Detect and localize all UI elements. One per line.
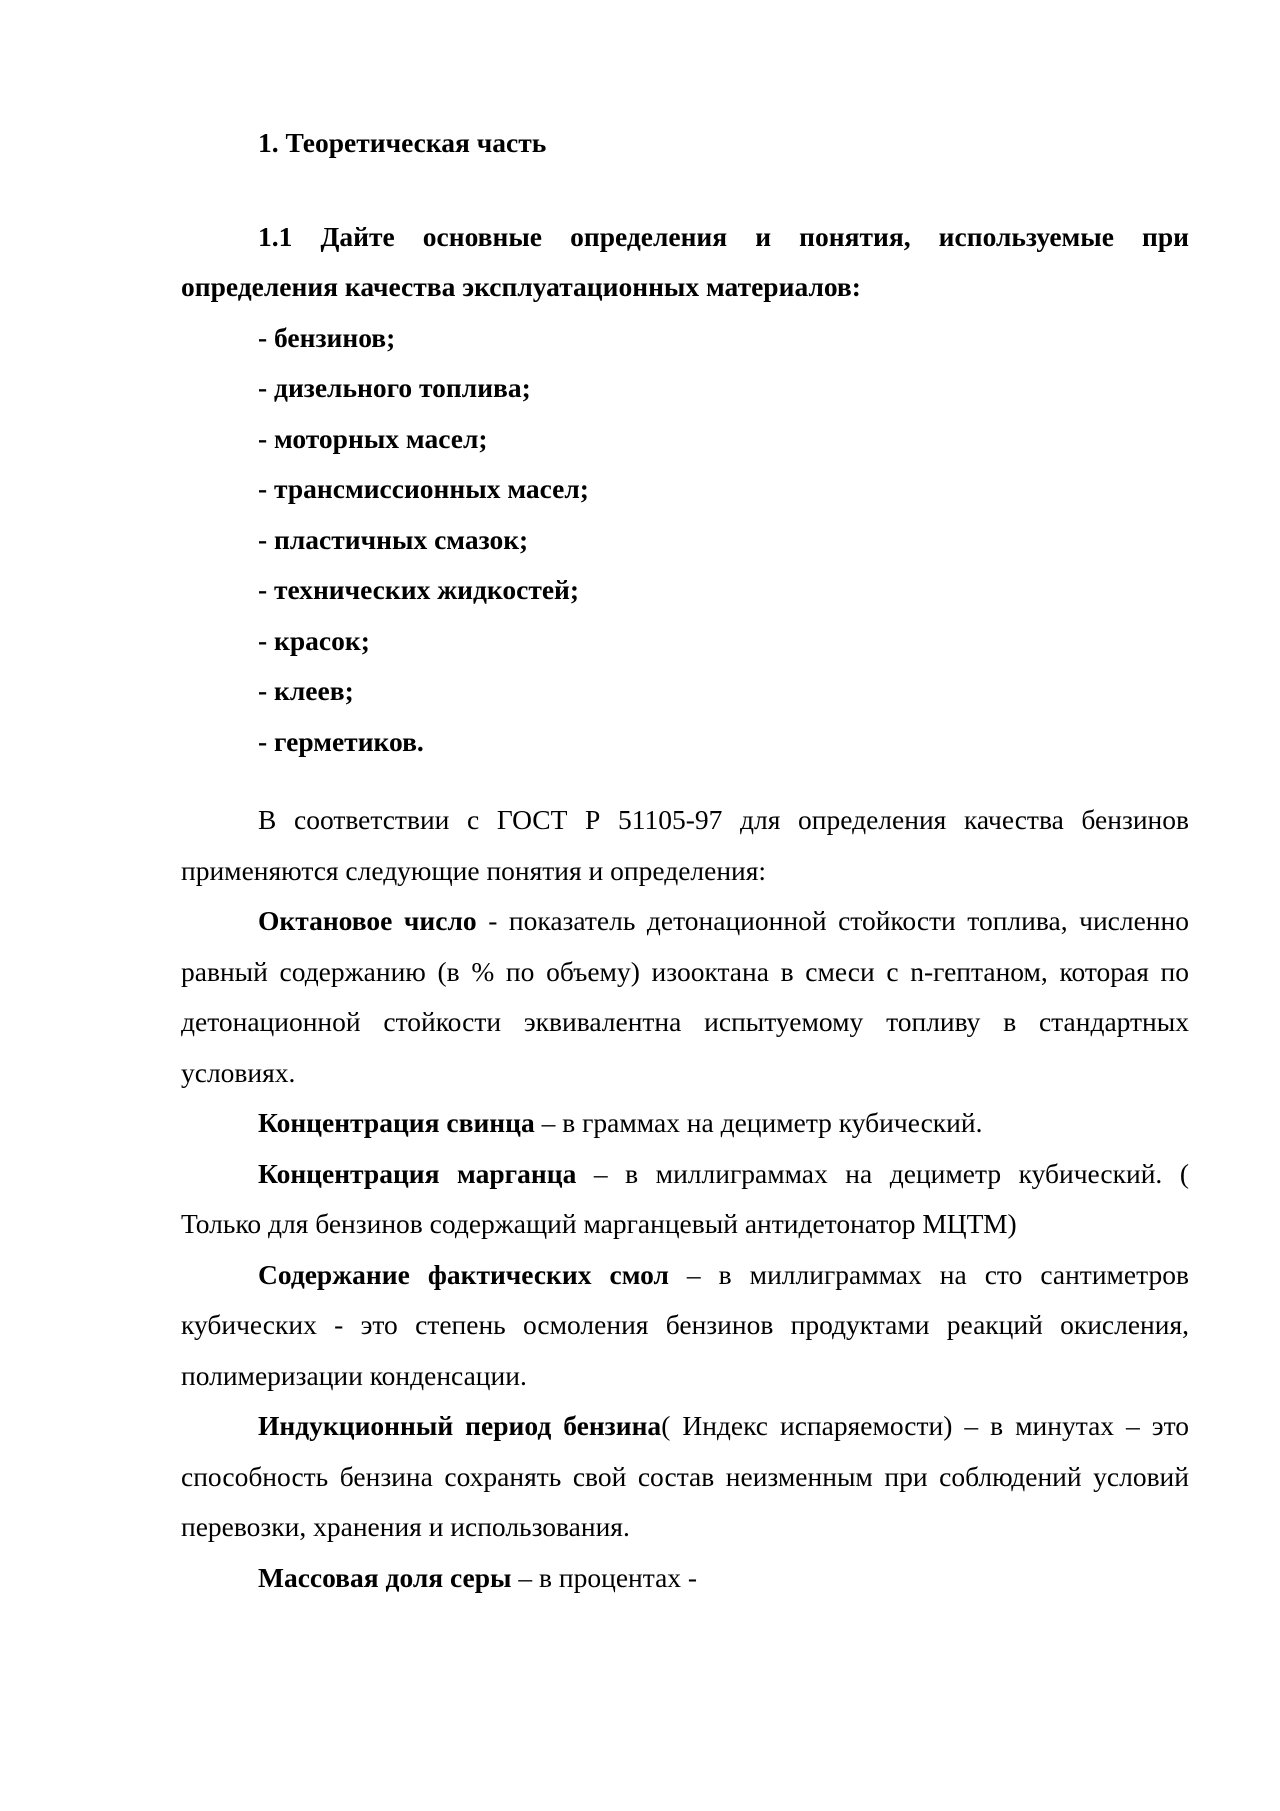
- definition-manganese-concentration: [181, 1149, 1189, 1250]
- list-item-gasoline: - бензинов;: [258, 321, 396, 353]
- definition-sulfur-fraction: [181, 1553, 1189, 1604]
- question-heading: 1.1 Дайте основные определения и понятия, используемые при определения качества эксплуатационных материалов:: [181, 220, 1189, 302]
- definition-term: Содержание фактических смол: [258, 1258, 669, 1290]
- definition-text: – в граммах на дециметр кубический.: [534, 1107, 983, 1138]
- definition-text: - показатель детонационной стойкости топлива, численно равный содержанию (в % по объему) изооктана в смеси с n-гептаном, которая по детонационной стойкости эквивалентна испытуемому топливу в стандартных условиях.: [181, 905, 1189, 1088]
- definition-term: Концентрация марганца: [258, 1157, 577, 1189]
- list-item-greases: - пластичных смазок;: [258, 523, 529, 555]
- list-item-diesel-fuel: - дизельного топлива;: [258, 372, 531, 403]
- definition-lead-concentration: [181, 1098, 1189, 1149]
- section-heading: 1. Теоретическая часть: [258, 127, 547, 158]
- list-item-transmission-oils: - трансмиссионных масел;: [258, 473, 589, 504]
- definition-term: Концентрация свинца: [258, 1107, 535, 1138]
- definition-term: Октановое число: [258, 905, 477, 936]
- list-item-sealants: - герметиков.: [258, 725, 424, 757]
- definition-octane-number: [181, 896, 1189, 1098]
- list-item-adhesives: - клеев;: [258, 675, 354, 706]
- intro-paragraph: В соответствии с ГОСТ Р 51105-97 для определения качества бензинов применяются следующие понятия и определения:: [181, 804, 1189, 886]
- definition-text: – в миллиграммах на дециметр кубический. ( Только для бензинов содержащий марганцевый антидетонатор МЦТМ): [181, 1157, 1189, 1239]
- list-item-motor-oils: - моторных масел;: [258, 422, 488, 454]
- definition-text: – в процентах -: [511, 1561, 698, 1593]
- definition-term: Индукционный период бензина: [258, 1410, 662, 1441]
- definition-induction-period: [181, 1401, 1189, 1553]
- document-page: [181, 118, 1189, 1603]
- list-item-paints: - красок;: [258, 624, 370, 656]
- definition-text: – в миллиграммах на сто сантиметров кубических - это степень осмоления бензинов продуктами реакций окисления, полимеризации конденсации.: [181, 1258, 1189, 1391]
- definition-actual-resins: [181, 1250, 1189, 1402]
- definition-text: ( Индекс испаряемости) – в минутах – это способность бензина сохранять свой состав неизменным при соблюдений условий перевозки, хранения и использования.: [181, 1410, 1189, 1542]
- list-item-technical-fluids: - технических жидкостей;: [258, 574, 580, 605]
- definition-term: Массовая доля серы: [258, 1561, 512, 1593]
